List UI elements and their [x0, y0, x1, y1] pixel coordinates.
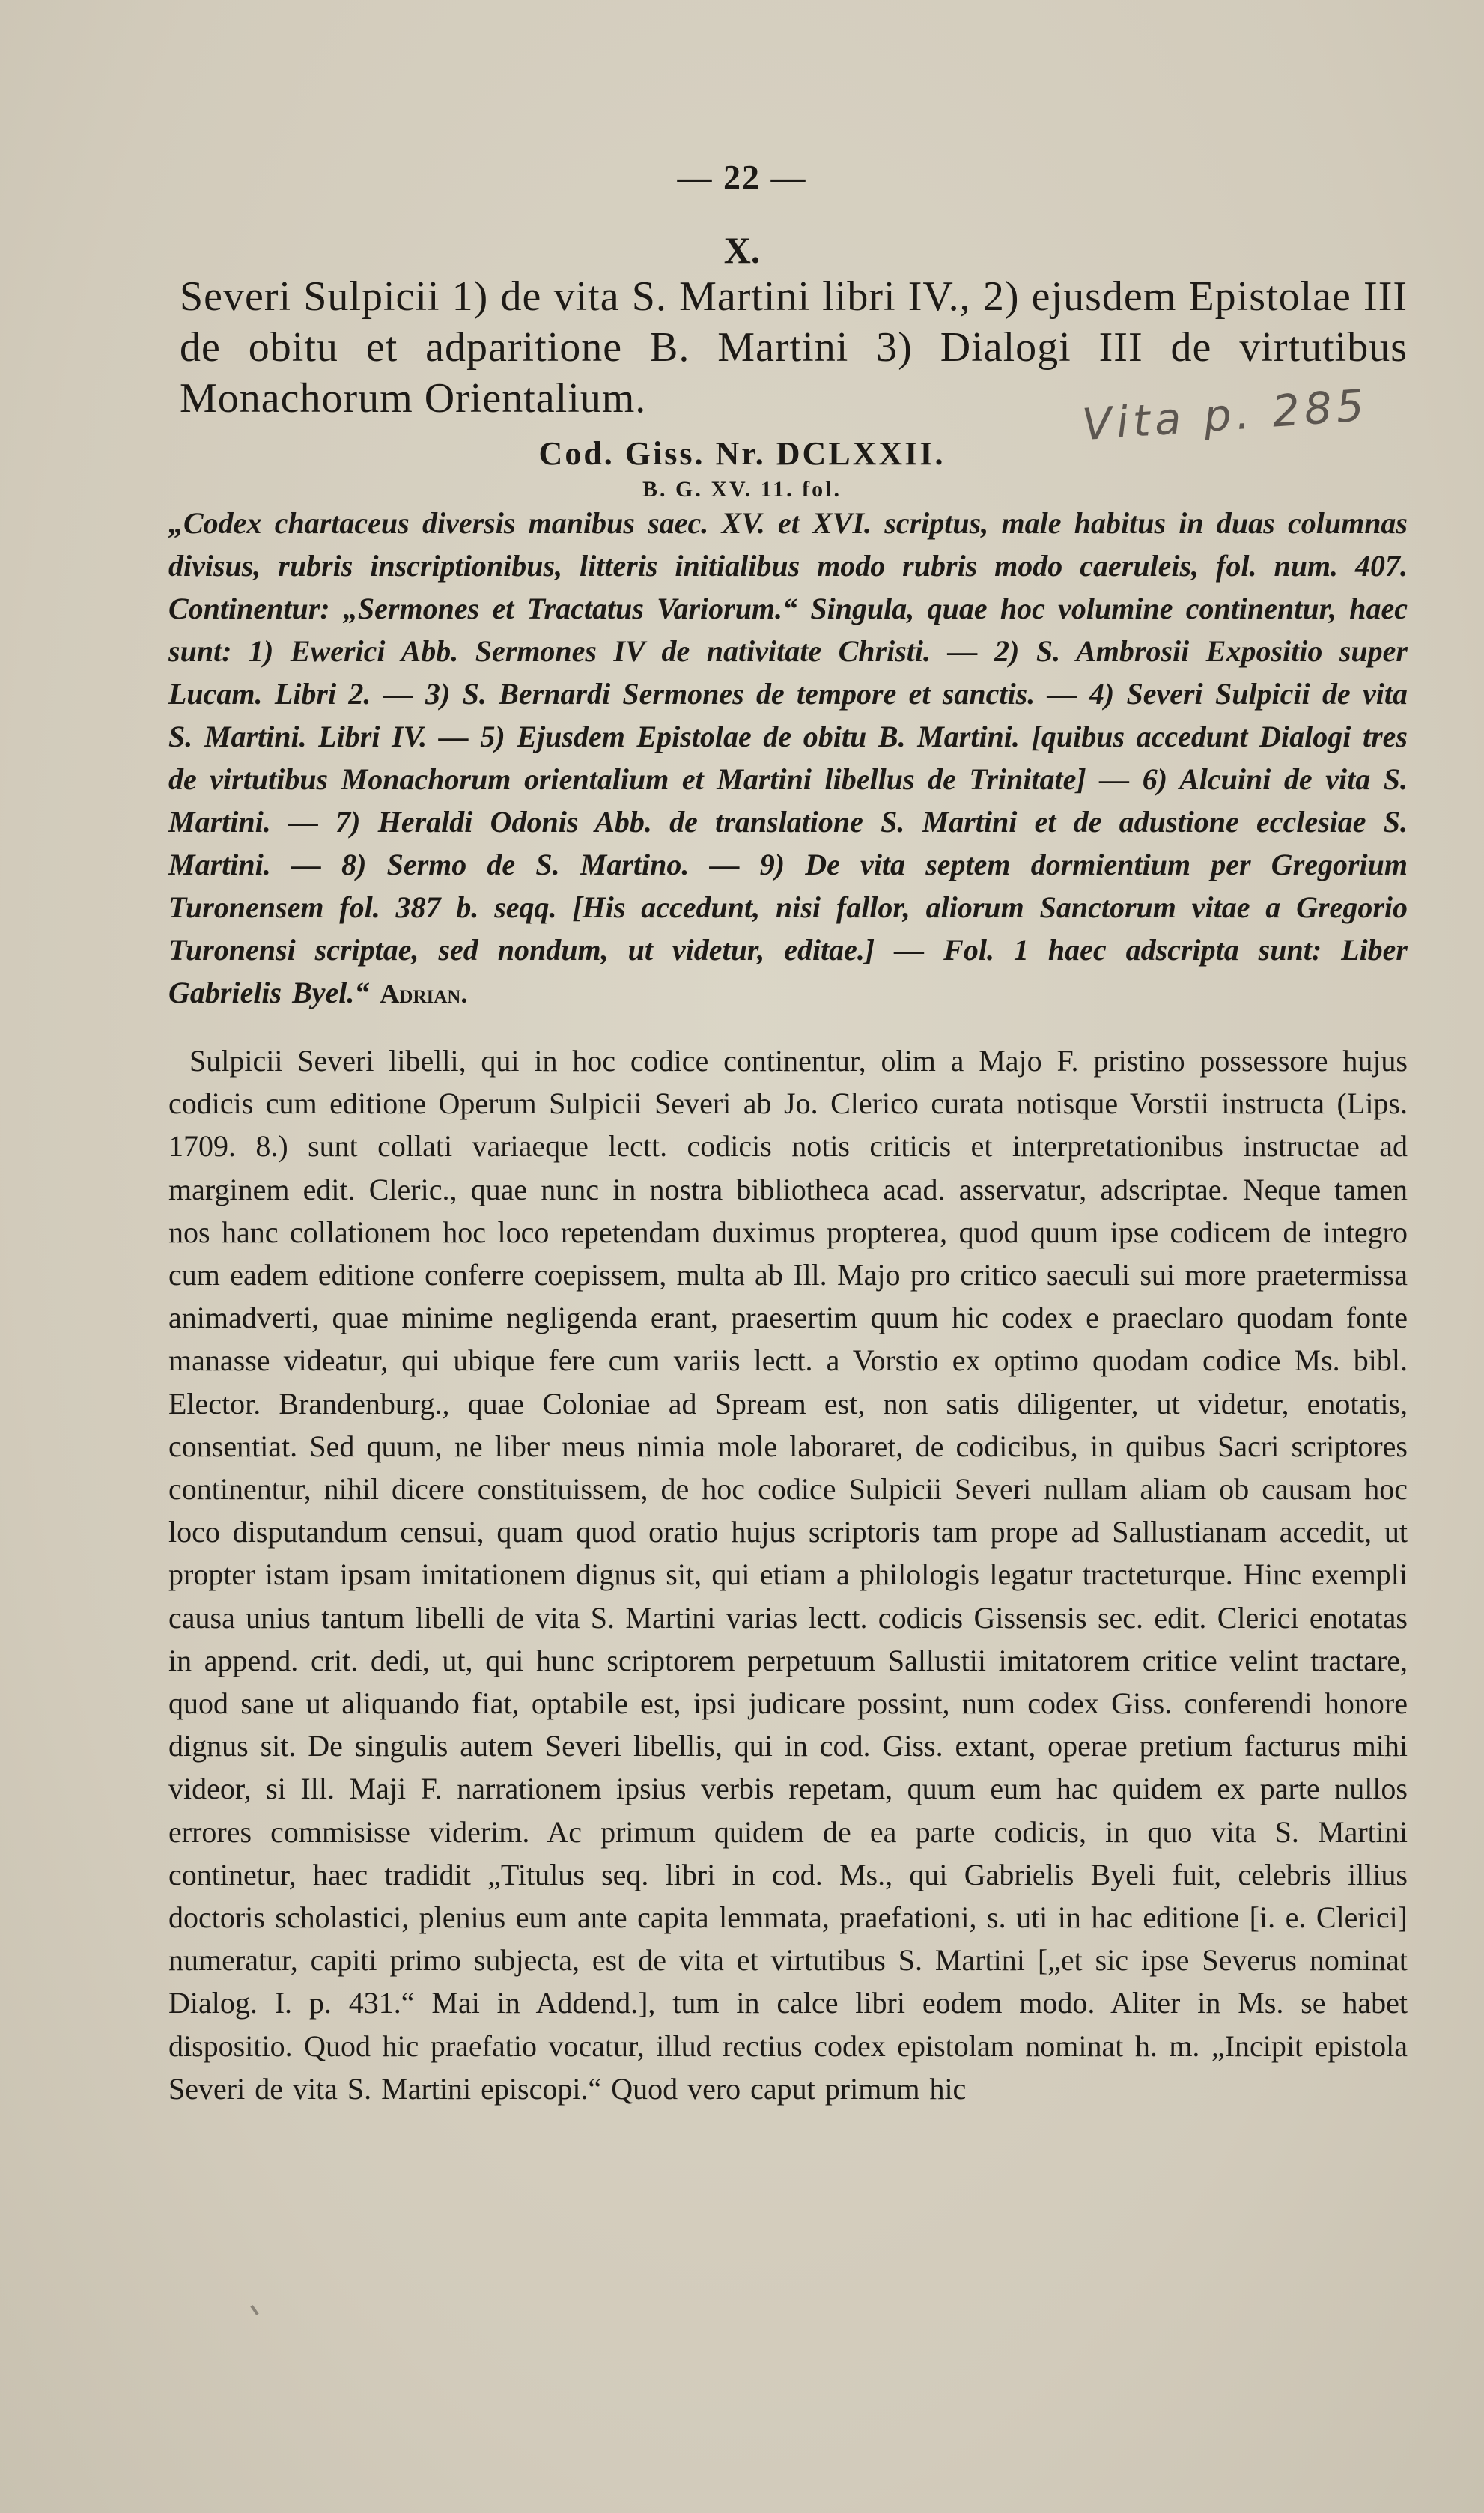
codex-description [168, 502, 1408, 1015]
description-attribution: Adrian. [380, 979, 468, 1009]
shelfmark: B. G. XV. 11. fol. [642, 477, 842, 502]
description-text: „Codex chartaceus diversis manibus saec. XV. et XVI. scriptus, male habitus in duas columnas divisus, rubris inscriptionibus, litteris initialibus modo rubris modo caeruleis, fol. num. 407. Continentur: „Sermones et Tractatus Variorum.“ Singula, quae hoc volumine continentur, haec sunt: 1) Ewerici Abb. Sermones IV de nativitate Christi. — 2) S. Ambrosii Expositio super Lucam. Libri 2. — 3) S. Bernardi Sermones de tempore et sanctis. — 4) Severi Sulpicii de vita S. Martini. Libri IV. — 5) Ejusdem Epistolae de obitu B. Martini. [quibus accedunt Dialogi tres de virtutibus Monachorum orientalium et Martini libellus de Trinitate] — 6) Alcuini de vita S. Martini. — 7) Heraldi Odonis Abb. de translatione S. Martini et de adustione ecclesiae S. Martini. — 8) Sermo de S. Martino. — 9) De vita septem dormientium per Gregorium Turonensem fol. 387 b. seqq. [His accedunt, nisi fallor, aliorum Sanctorum vitae a Gregorio Turonensi scriptae, sed nondum, ut videtur, editae.] — Fol. 1 haec adscripta sunt: Liber Gabrielis Byel.“ [168, 506, 1408, 1009]
codex-number: Cod. Giss. Nr. DCLXXII. [538, 435, 946, 472]
page-number: — 22 — [677, 158, 807, 196]
section-numeral: X. [723, 229, 761, 271]
paper-speck [250, 2305, 258, 2315]
handwritten-annotation: Vita p. 285 [1080, 379, 1370, 451]
entry-title: Severi Sulpicii 1) de vita S. Martini libri IV., 2) ejusdem Epistolae III de obitu et adparitione B. Martini 3) Dialogi III de virtutibus Monachorum Orientalium. [180, 273, 1408, 422]
body-paragraph: Sulpicii Severi libelli, qui in hoc codice continentur, olim a Majo F. pristino possessore hujus codicis cum editione Operum Sulpicii Severi ab Jo. Clerico curata notisque Vorstii instructa (Lips. 1709. 8.) sunt collati variaeque lectt. codicis notis criticis et interpretationibus instructae ad marginem edit. Cleric., quae nunc in nostra bibliotheca acad. asservatur, adscriptae. Neque tamen nos hanc collationem hoc loco repetendam duximus propterea, quod quum ipse codicem de integro cum eadem editione conferre coepissem, multa ab Ill. Majo pro critico saeculi sui more praetermissa animadverti, quae minime negligenda erant, praesertim quum hic codex e praeclaro quodam fonte manasse videatur, qui ubique fere cum variis lectt. a Vorstio ex optimo quodam codice Ms. bibl. Elector. Brandenburg., quae Coloniae ad Spream est, non satis diligenter, ut videtur, enotatis, consentiat. Sed quum, ne liber meus nimia mole laboraret, de codicibus, in quibus Sacri scriptores continentur, nihil dicere constituissem, de hoc codice Sulpicii Severi nullam aliam ob causam hoc loco disputandum censui, quam quod oratio hujus scriptoris tam prope ad Sallustianam accedit, ut propter istam ipsam imitationem dignus sit, qui etiam a philologis legatur tracteturque. Hinc exempli causa unius tantum libelli de vita S. Martini varias lectt. codicis Gissensis sec. edit. Clerici enotatas in append. crit. dedi, ut, qui hunc scriptorem perpetuum Sallustii imitatorem critice velint tractare, quod sane ut aliquando fiat, optabile est, ipsi judicare possint, num codex Giss. conferendi honore dignus sit. De singulis autem Severi libellis, qui in cod. Giss. extant, operae pretium facturus mihi videor, si Ill. Maji F. narrationem ipsius verbis repetam, quum eum hac quidem ex parte nullos errores commisisse viderim. Ac primum quidem de ea parte codicis, in quo vita S. Martini continetur, haec tradidit „Titulus seq. libri in cod. Ms., qui Gabrielis Byeli fuit, celebris illius doctoris scholastici, plenius eum ante capita lemmata, praefationi, s. uti in hac editione [i. e. Clerici] numeratur, capiti primo subjecta, est de vita et virtutibus S. Martini [„et sic ipse Severus nominat Dialog. I. p. 431.“ Mai in Addend.], tum in calce libri eodem modo. Aliter in Ms. se habet dispositio. Quod hic praefatio vocatur, illud rectius codex epistolam nominat h. m. „Incipit epistola Severi de vita S. Martini episcopi.“ Quod vero caput primum hic [168, 1044, 1408, 2106]
